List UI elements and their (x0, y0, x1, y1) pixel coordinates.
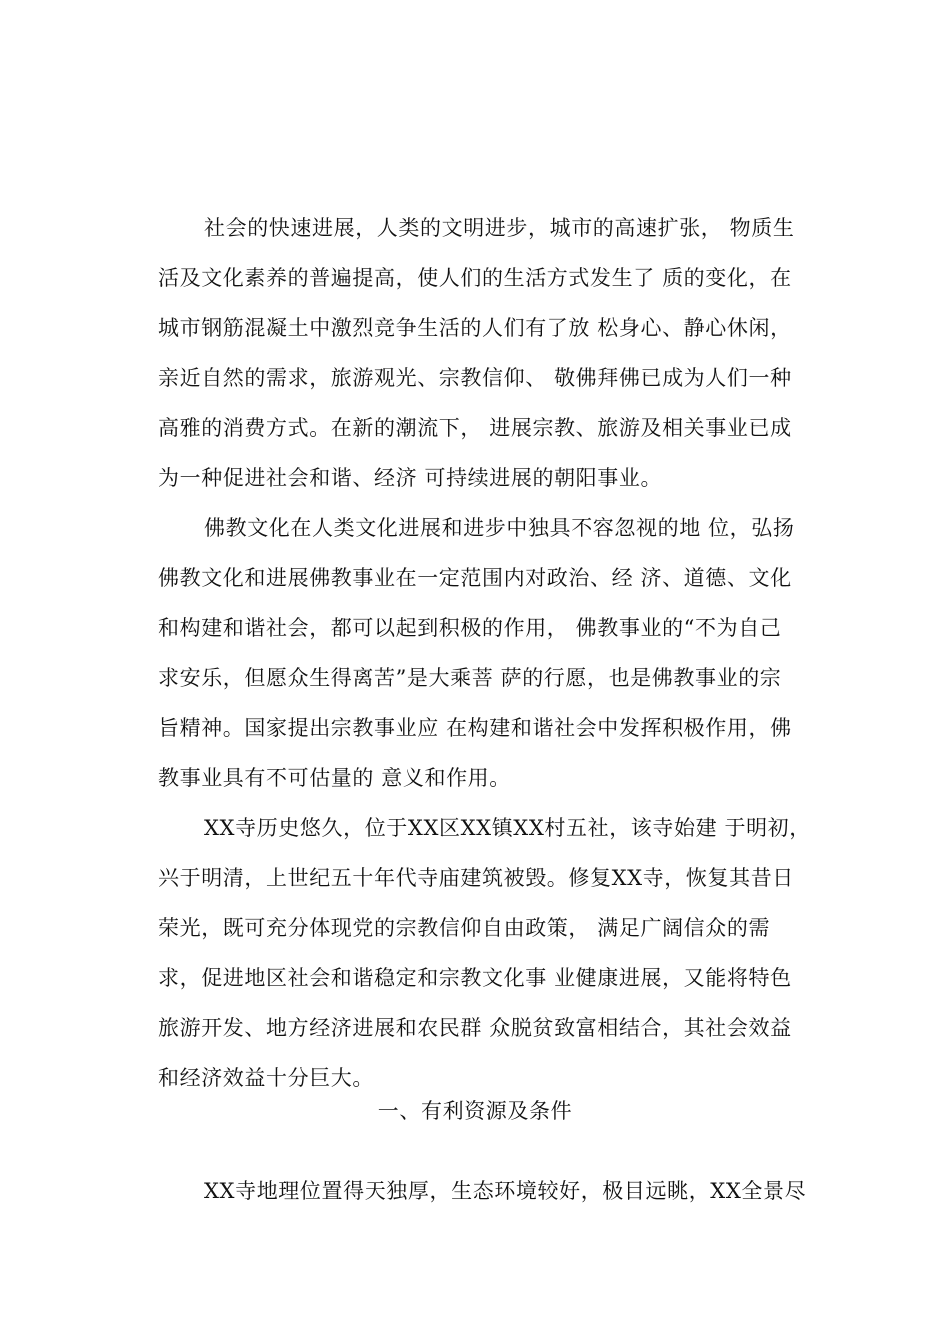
text-line: 佛教文化在人类文化进展和进步中独具不容忽视的地 位，弘扬 (204, 516, 795, 540)
text-line: 和经济效益十分巨大。 (158, 1066, 374, 1090)
text-line: 为一种促进社会和谐、经济 可持续进展的朝阳事业。 (158, 466, 663, 490)
paragraph-1 (158, 203, 838, 503)
text-line: 高雅的消费方式。在新的潮流下， 进展宗教、旅游及相关事业已成 (158, 416, 792, 440)
text-line: 求安乐，但愿众生得离苦”是大乘菩 萨的行愿，也是佛教事业的宗 (158, 666, 782, 690)
text-line: 教事业具有不可估量的 意义和作用。 (158, 766, 511, 790)
text-line: 佛教文化和进展佛教事业在一定范围内对政治、经 济、道德、文化 (158, 566, 792, 590)
text-line: 荣光，既可充分体现党的宗教信仰自由政策， 满足广阔信众的需 (158, 916, 771, 940)
text-line: 旨精神。国家提出宗教事业应 在构建和谐社会中发挥积极作用，佛 (158, 716, 792, 740)
text-line: 求，促进地区社会和谐稳定和宗教文化事 业健康进展，又能将特色 (158, 966, 792, 990)
paragraph-2 (158, 503, 838, 803)
text-line: 亲近自然的需求，旅游观光、宗教信仰、 敬佛拜佛已成为人们一种 (158, 366, 792, 390)
paragraph-3 (158, 803, 838, 1103)
text-line: XX寺历史悠久，位于XX区XX镇XX村五社，该寺始建 于明初， (204, 816, 811, 840)
text-line: 社会的快速进展，人类的文明进步，城市的高速扩张， 物质生 (204, 216, 795, 240)
text-line: 活及文化素养的普遍提高，使人们的生活方式发生了 质的变化，在 (158, 266, 792, 290)
text-line: XX寺地理位置得天独厚，生态环境较好，极目远眺，XX全景尽 (204, 1179, 807, 1203)
text-line: 城市钢筋混凝土中激烈竞争生活的人们有了放 松身心、静心休闲， (158, 316, 792, 340)
paragraph-4 (158, 1166, 838, 1216)
text-line: 旅游开发、地方经济进展和农民群 众脱贫致富相结合，其社会效益 (158, 1016, 792, 1040)
text-line: 和构建和谐社会，都可以起到积极的作用， 佛教事业的“不为自己 (158, 616, 782, 640)
section-heading: 一、有利资源及条件 (377, 1099, 573, 1123)
text-line: 兴于明清，上世纪五十年代寺庙建筑被毁。修复XX寺，恢复其昔日 (158, 866, 794, 890)
